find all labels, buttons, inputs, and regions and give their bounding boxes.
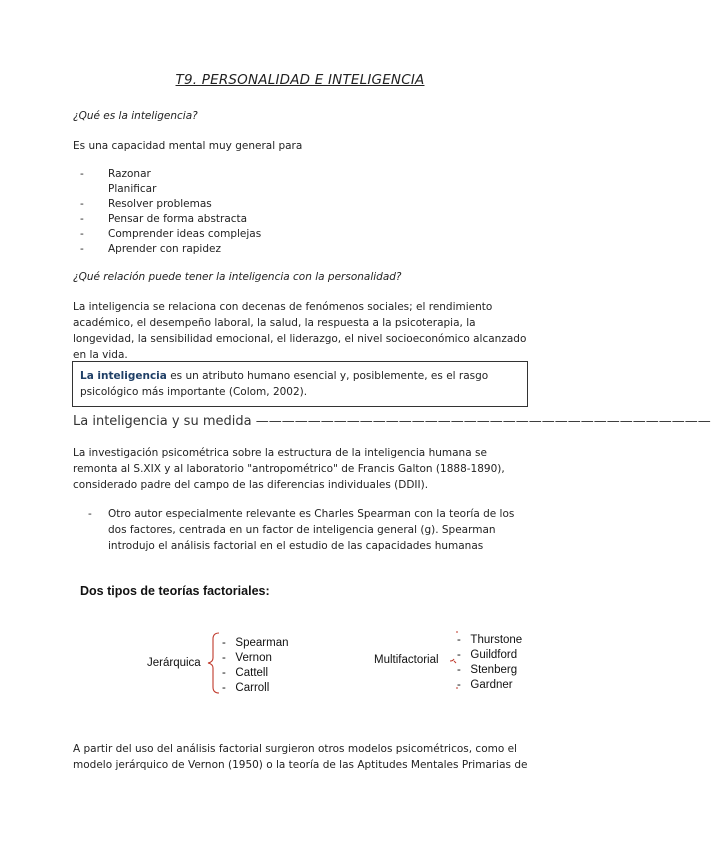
list-item-label: Razonar <box>108 168 151 180</box>
quote-text: es un atributo humano esencial y, posiblemente, es el rasgo psicológico más importante (Colom, 2002). <box>80 370 489 398</box>
list-item <box>80 167 508 182</box>
list-dash: - <box>80 168 84 180</box>
list-dash: - <box>80 213 84 225</box>
diagram-title: Dos tipos de teorías factoriales: <box>80 584 270 598</box>
list-item-label: Comprender ideas complejas <box>108 228 262 240</box>
list-item: - Vernon <box>222 652 272 664</box>
label-jerarquica: Jerárquica <box>147 657 201 669</box>
author-name: Spearman <box>235 637 289 649</box>
list-dash: - <box>80 243 84 255</box>
section-heading: La inteligencia y su medida ——————————————————————————————————— <box>73 414 711 429</box>
abilities-list <box>80 167 508 257</box>
author-name: Carroll <box>235 682 270 694</box>
list-item <box>108 182 508 197</box>
list-item <box>80 197 508 212</box>
list-item: - Spearman <box>222 637 289 649</box>
quote-keyword: La inteligencia <box>80 370 167 382</box>
question-relation-personality: ¿Qué relación puede tener la inteligencia con la personalidad? <box>73 271 402 283</box>
left-items-list <box>222 636 288 696</box>
list-item: - Thurstone <box>457 634 523 646</box>
list-item <box>80 242 508 257</box>
bullet-spearman <box>88 506 528 554</box>
label-multifactorial: Multifactorial <box>374 654 439 666</box>
page-title: T9. PERSONALIDAD E INTELIGENCIA <box>175 72 425 88</box>
list-item-label: Pensar de forma abstracta <box>108 213 248 225</box>
author-name: Vernon <box>235 652 272 664</box>
list-item-label: Resolver problemas <box>108 198 212 210</box>
list-item: - Gardner <box>457 679 513 691</box>
author-name: Stenberg <box>470 664 518 676</box>
list-item <box>80 212 508 227</box>
author-name: Thurstone <box>470 634 523 646</box>
list-item-label: Planificar <box>108 183 157 195</box>
bullet-text: Otro autor especialmente relevante es Charles Spearman con la teoría de los dos factores, centrada en un factor de inteligencia general (g). Spearman introdujo el análisis factorial en el estudio de las capacidades humanas <box>108 508 515 552</box>
list-dash: - <box>88 508 92 520</box>
right-items-list <box>457 633 522 693</box>
list-item <box>80 227 508 242</box>
paragraph-factorial-models: A partir del uso del análisis factorial surgieron otros modelos psicométricos, como el modelo jerárquico de Vernon (1950) o la teoría de las Aptitudes Mentales Primarias de <box>73 743 528 771</box>
list-item: - Carroll <box>222 682 270 694</box>
list-item: - Stenberg <box>457 664 518 676</box>
list-dash: - <box>80 228 84 240</box>
author-name: Gardner <box>470 679 513 691</box>
paragraph-galton: La investigación psicométrica sobre la estructura de la inteligencia humana se remonta al S.XIX y al laboratorio "antropométrico" de Francis Galton (1888-1890), considerado padre del campo de las diferencias individuales (DDII). <box>73 447 505 491</box>
paragraph-social-phenomena: La inteligencia se relaciona con decenas de fenómenos sociales; el rendimiento académico, el desempeño laboral, la salud, la respuesta a la psicoterapia, la longevidad, la sensibilidad emocional, el liderazgo, el nivel socioeconómico alcanzado en la vida. <box>73 301 527 361</box>
list-item: - Guildford <box>457 649 518 661</box>
list-dash: - <box>80 198 84 210</box>
list-item-label: Aprender con rapidez <box>108 243 221 255</box>
author-name: Cattell <box>235 667 269 679</box>
quote-box <box>72 361 528 407</box>
intro-text: Es una capacidad mental muy general para <box>73 140 303 152</box>
question-what-is-intelligence: ¿Qué es la inteligencia? <box>73 110 198 122</box>
bracket-left-path <box>208 633 219 693</box>
author-name: Guildford <box>470 649 518 661</box>
list-item: - Cattell <box>222 667 269 679</box>
